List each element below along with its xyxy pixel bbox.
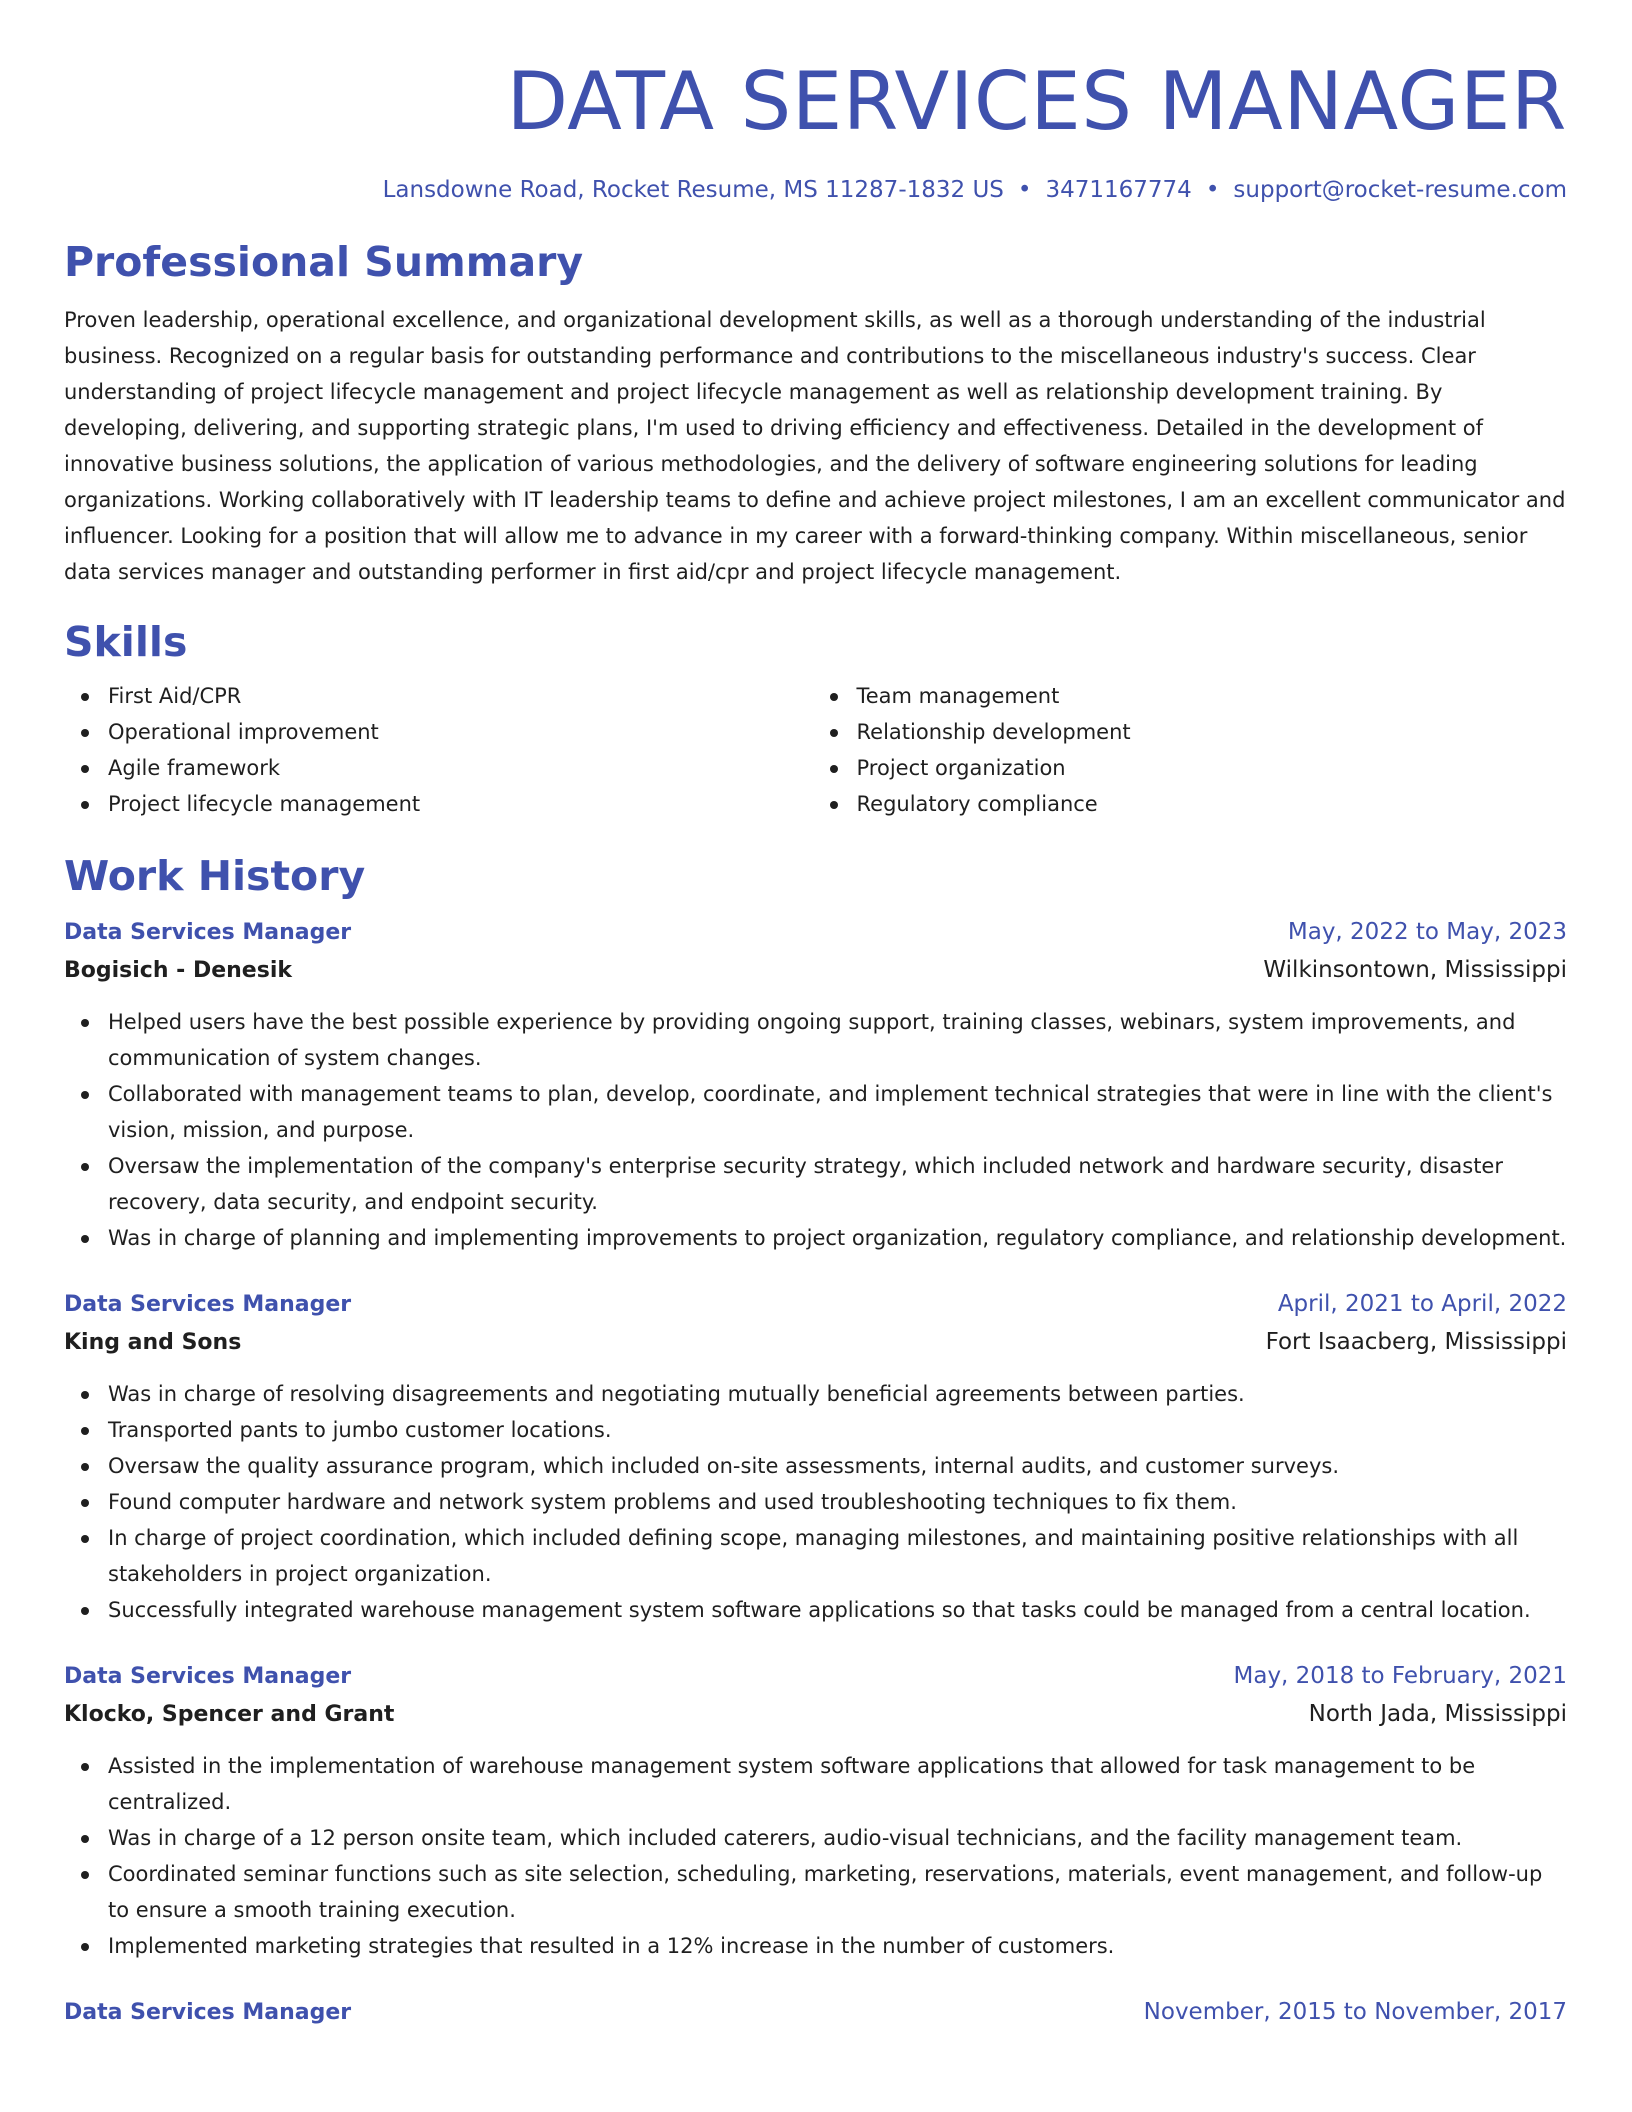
job-bullet: Was in charge of planning and implementing improvements to project organization, regulatory compliance, and relationship development. xyxy=(64,1220,1567,1256)
job-bullet: Found computer hardware and network system problems and used troubleshooting techniques to fix them. xyxy=(64,1484,1567,1520)
job-bullet: Oversaw the quality assurance program, which included on-site assessments, internal audits, and customer surveys. xyxy=(64,1448,1567,1484)
job-title: Data Services Manager xyxy=(64,920,352,945)
job-dates: April, 2021 to April, 2022 xyxy=(1277,1291,1567,1317)
skills-column-left xyxy=(64,678,816,822)
job-entry xyxy=(64,1658,1567,1964)
contact-phone: 3471167774 xyxy=(1045,177,1192,203)
summary-text: Proven leadership, operational excellence, and organizational development skills, as well as a thorough understanding of the industrial business. Recognized on a regular basis for outstanding performance and contributions to the miscellaneous industry's success. Clear understanding of project lifecycle management and project lifecycle management as well as relationship development training. By developing, delivering, and supporting strategic plans, I'm used to driving efficiency and effectiveness. Detailed in the development of innovative business solutions, the application of various methodologies, and the delivery of software engineering solutions for leading organizations. Working collaboratively with IT leadership teams to define and achieve project milestones, I am an excellent communicator and influencer. Looking for a position that will allow me to advance in my career with a forward-thinking company. Within miscellaneous, senior data services manager and outstanding performer in first aid/cpr and project lifecycle management. xyxy=(64,308,1566,584)
skill-item: Relationship development xyxy=(816,714,1568,750)
job-entry xyxy=(64,914,1567,1256)
contact-address: Lansdowne Road, Rocket Resume, MS 11287-1832 US xyxy=(382,177,1004,203)
job-entry xyxy=(64,1994,1567,2031)
resume-name: DATA SERVICES MANAGER xyxy=(506,55,1567,148)
job-dates: May, 2022 to May, 2023 xyxy=(1287,919,1567,945)
job-bullet: Was in charge of resolving disagreements and negotiating mutually beneficial agreements between parties. xyxy=(64,1376,1567,1412)
skill-item: Team management xyxy=(816,678,1568,714)
job-entry xyxy=(64,1286,1567,1628)
job-bullet: Transported pants to jumbo customer locations. xyxy=(64,1412,1567,1448)
job-title: Data Services Manager xyxy=(64,1664,352,1689)
contact-separator: • xyxy=(1017,177,1032,203)
job-title: Data Services Manager xyxy=(64,1292,352,1317)
job-dates: November, 2015 to November, 2017 xyxy=(1143,1999,1567,2025)
skills-heading: Skills xyxy=(64,618,188,666)
resume-page xyxy=(64,0,1567,2031)
summary-heading: Professional Summary xyxy=(64,238,584,286)
job-bullet: Was in charge of a 12 person onsite team, which included caterers, audio-visual technicians, and the facility management team. xyxy=(64,1820,1567,1856)
job-dates: May, 2018 to February, 2021 xyxy=(1233,1663,1567,1689)
skill-item: Project lifecycle management xyxy=(64,786,816,822)
job-bullet: Oversaw the implementation of the company's enterprise security strategy, which included network and hardware security, disaster recovery, data security, and endpoint security. xyxy=(64,1148,1567,1220)
job-bullet: Coordinated seminar functions such as site selection, scheduling, marketing, reservations, materials, event management, and follow-up to ensure a smooth training execution. xyxy=(64,1856,1567,1928)
skill-item: Operational improvement xyxy=(64,714,816,750)
skill-item: First Aid/CPR xyxy=(64,678,816,714)
job-location: Fort Isaacberg, Mississippi xyxy=(1265,1329,1567,1355)
job-bullets xyxy=(64,1748,1567,1964)
job-location: North Jada, Mississippi xyxy=(1308,1701,1567,1727)
skill-item: Project organization xyxy=(816,750,1568,786)
job-title: Data Services Manager xyxy=(64,2000,352,2025)
job-bullet: Collaborated with management teams to plan, develop, coordinate, and implement technical strategies that were in line with the client's vision, mission, and purpose. xyxy=(64,1076,1567,1148)
job-bullet: Helped users have the best possible experience by providing ongoing support, training classes, webinars, system improvements, and communication of system changes. xyxy=(64,1004,1567,1076)
contact-line xyxy=(64,174,1567,206)
job-company: Klocko, Spencer and Grant xyxy=(64,1702,395,1727)
skills-list xyxy=(64,678,1567,822)
job-bullets xyxy=(64,1376,1567,1628)
job-bullet: Implemented marketing strategies that resulted in a 12% increase in the number of customers. xyxy=(64,1928,1567,1964)
job-bullet: Successfully integrated warehouse management system software applications so that tasks could be managed from a central location. xyxy=(64,1592,1567,1628)
job-company: King and Sons xyxy=(64,1330,242,1355)
job-bullets xyxy=(64,1004,1567,1256)
job-bullet: In charge of project coordination, which included defining scope, managing milestones, and maintaining positive relationships with all stakeholders in project organization. xyxy=(64,1520,1567,1592)
skills-column-right xyxy=(816,678,1568,822)
job-bullet: Assisted in the implementation of warehouse management system software applications that allowed for task management to be centralized. xyxy=(64,1748,1567,1820)
work-history-heading: Work History xyxy=(64,852,366,900)
work-history-list xyxy=(64,914,1567,2031)
skill-item: Agile framework xyxy=(64,750,816,786)
job-company: Bogisich - Denesik xyxy=(64,958,292,983)
skill-item: Regulatory compliance xyxy=(816,786,1568,822)
contact-separator: • xyxy=(1205,177,1220,203)
job-location: Wilkinsontown, Mississippi xyxy=(1263,957,1567,983)
contact-email[interactable]: support@rocket-resume.com xyxy=(1233,177,1567,203)
